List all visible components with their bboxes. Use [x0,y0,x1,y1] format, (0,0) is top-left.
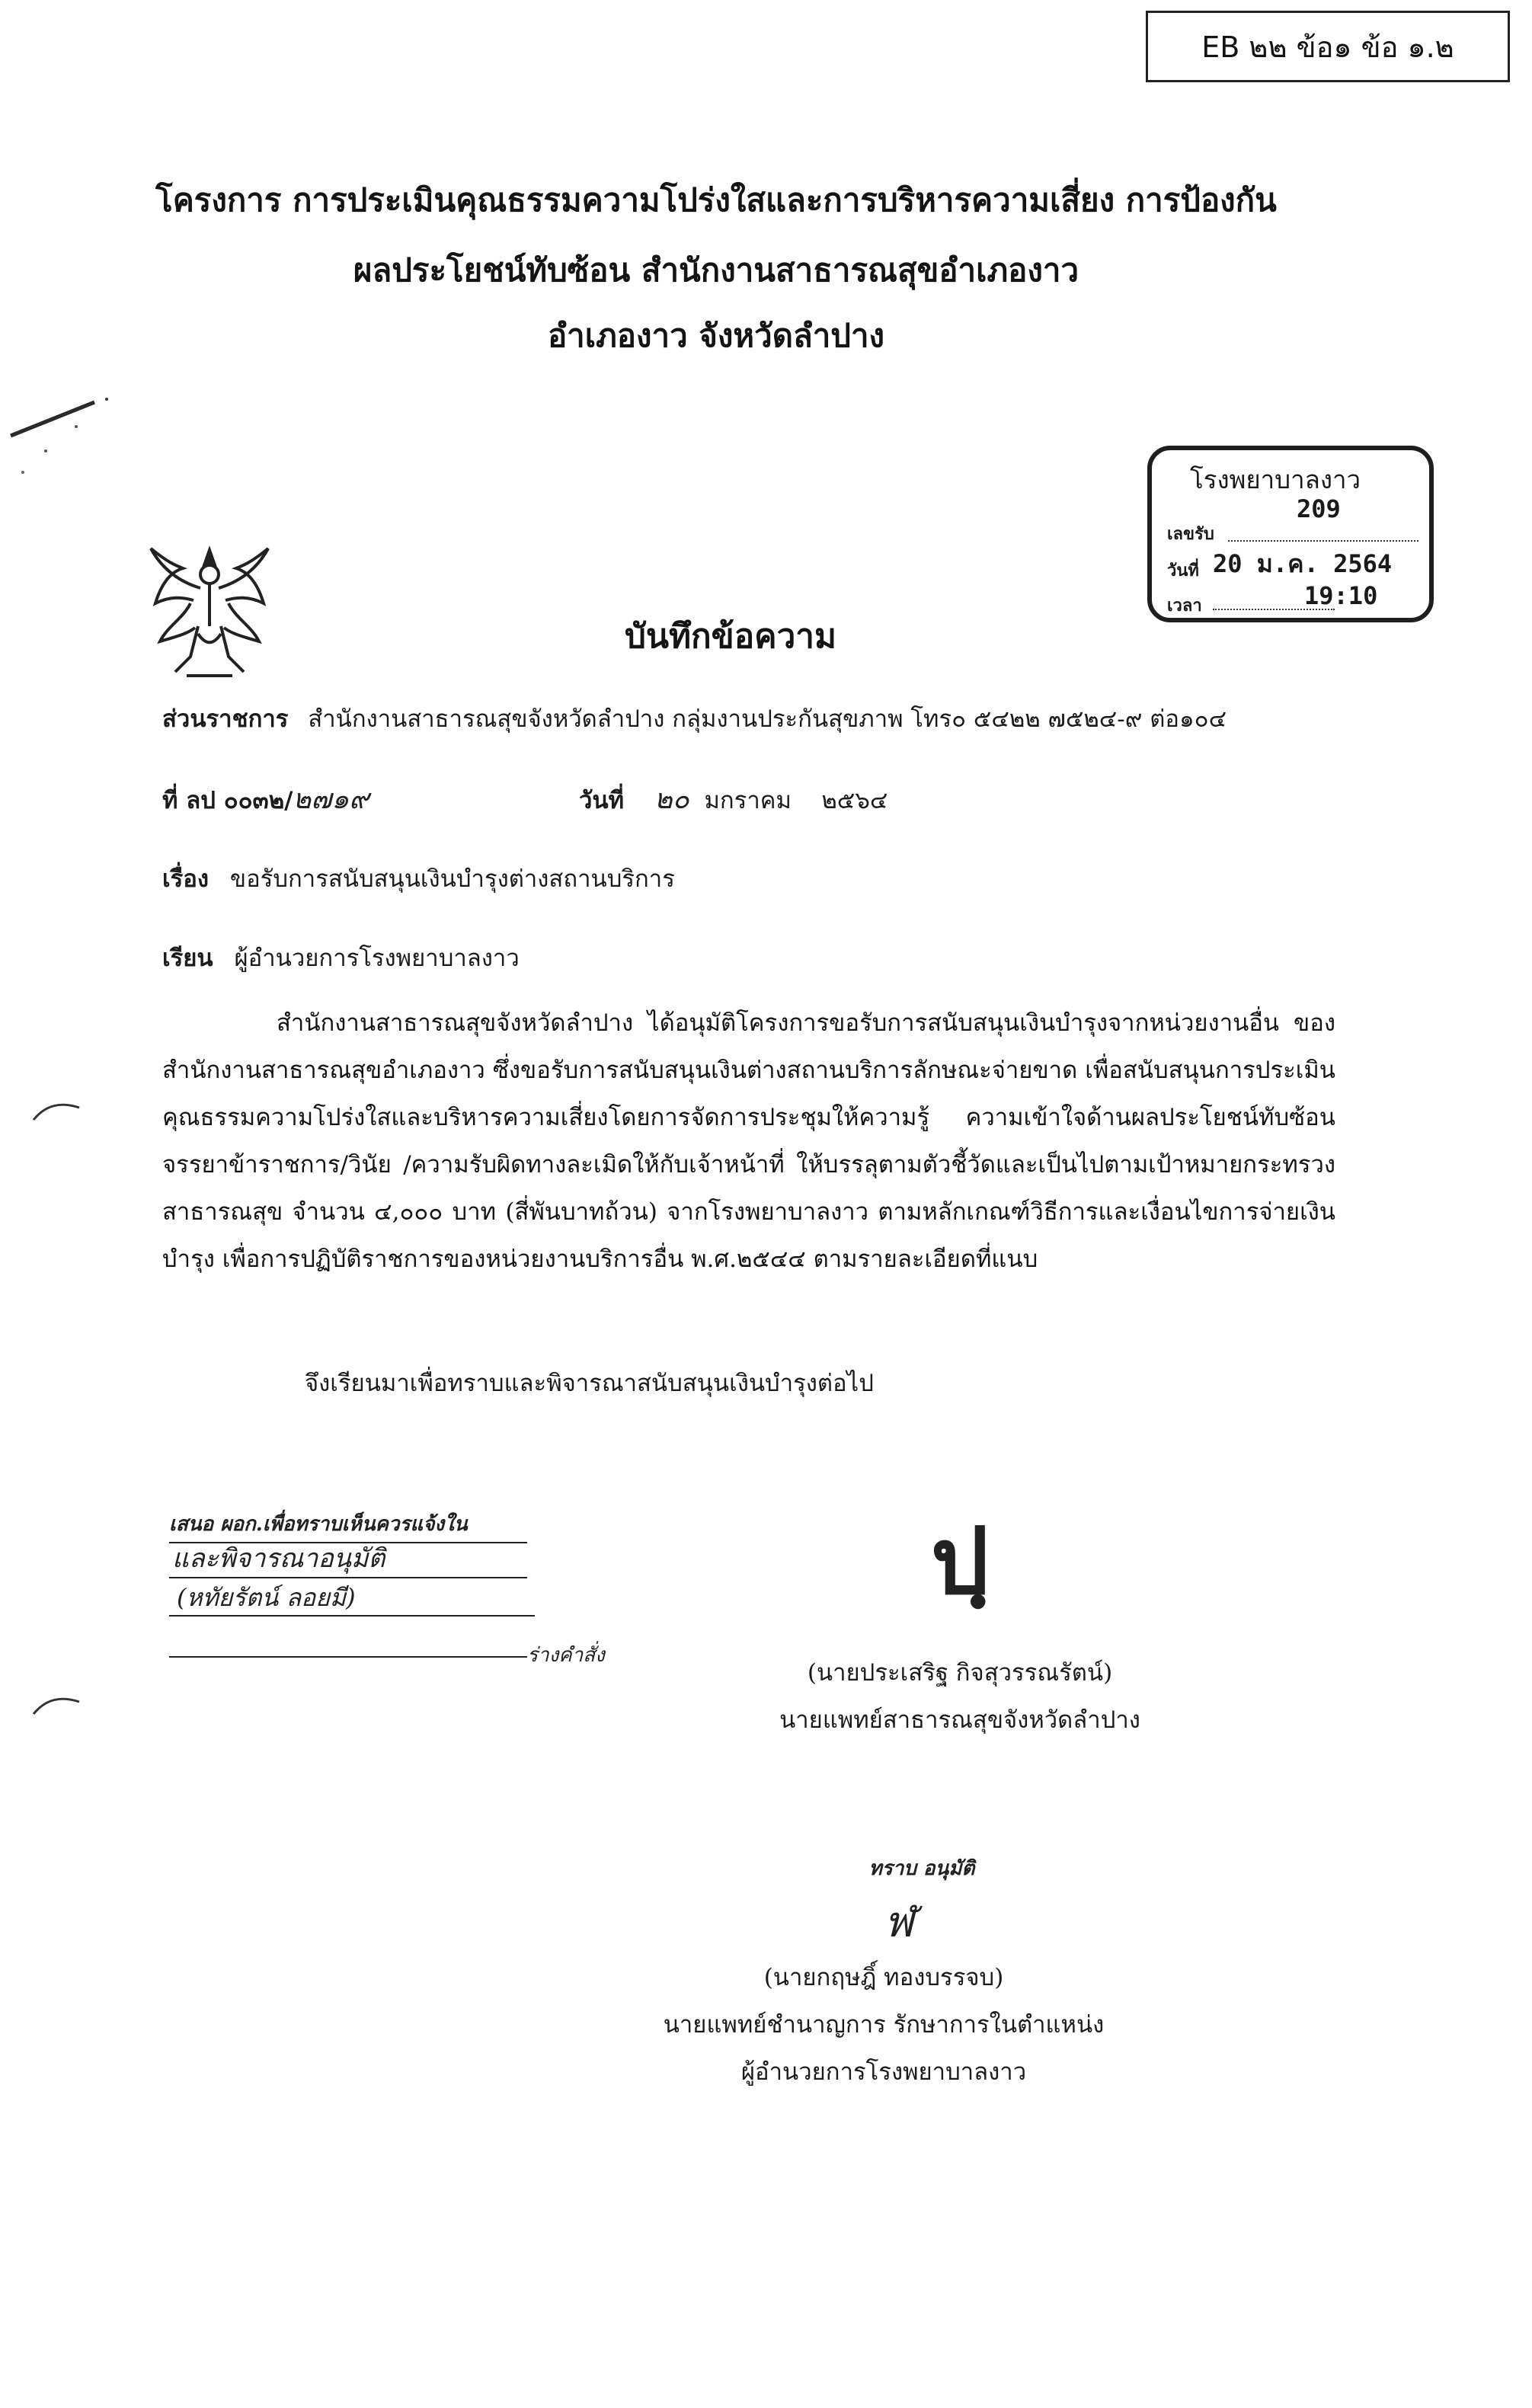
approval-note: ทราบ อนุมัติ [868,1857,975,1880]
memo-title: บันทึกข้อความ [625,617,837,656]
memo-closing: จึงเรียนมาเพื่อทราบและพิจารณาสนับสนุนเงินบำรุงต่อไป [305,1370,874,1397]
routing-underline [169,1656,527,1658]
signer-director-name: (นายกฤษฎิ์ ทองบรรจบ) [763,1964,1004,1991]
signer-provincial-name: (นายประเสริฐ กิจสุวรรณรัตน์) [807,1659,1113,1687]
memo-date [579,777,888,820]
stamp-hospital-name: โรงพยาบาลงาว [1190,465,1361,494]
subject-label: เรื่อง [162,865,209,893]
agency-label: ส่วนราชการ [162,705,289,733]
project-title-line3: อำเภองาว จังหวัดลำปาง [547,317,885,354]
routing-note-line1: เสนอ ผอก.เพื่อทราบเห็นควรแจ้งใน [169,1513,468,1536]
addressee-row [162,939,520,977]
stamp-date-value: 20 ม.ค. 2564 [1213,549,1393,578]
reference-label: ที่ ลป ๐๐๓๒/ [162,787,293,814]
signer-director-position1: นายแพทย์ชำนาญการ รักษาการในตำแหน่ง [663,2011,1105,2039]
stamp-time-value: 19:10 [1304,581,1378,610]
reference-handwritten-number: ๒๗๑๙ [293,784,369,815]
scan-marks [0,366,152,488]
stamp-date-label: วันที่ [1167,561,1199,580]
memo-body: สำนักงานสาธารณสุขจังหวัดลำปาง ได้อนุมัติโครงการขอรับการสนับสนุนเงินบำรุงจากหน่วยงานอื่น ของสำนักงานสาธารณสุขอำเภองาว ซึ่งขอรับการสนับสนุนเงินต่างสถานบริการลักษณะจ่ายขาด เพื่อสนับสนุนการประเมินคุณธรรมความโปร่งใสและบริหารความเสี่ยงโดยการจัดการประชุมให้ความรู้ ความเข้าใจด้านผลประโยชน์ทับซ้อน จรรยาข้าราชการ/วินัย /ความรับผิดทางละเมิดให้กับเจ้าหน้าที่ ให้บรรลุตามตัวชี้วัดและเป็นไปตามเป้าหมายกระทรวงสาธารณสุข จำนวน ๔,๐๐๐ บาท (สี่พันบาทถ้วน) จากโรงพยาบาลงาว ตามหลักเกณฑ์วิธีการและเงื่อนไขการจ่ายเงินบำรุง เพื่อการปฏิบัติราชการของหน่วยงานบริการอื่น พ.ศ.๒๕๔๔ ตามรายละเอียดที่แนบ [162,1009,1335,1273]
agency-row [162,699,1227,737]
project-title-line1: โครงการ การประเมินคุณธรรมความโปร่งใสและการบริหารความเสี่ยง การป้องกัน [155,181,1277,219]
memo-date-day: ๒๐ [654,784,689,815]
handwritten-routing-note [169,1508,605,1676]
subject-row [162,859,675,897]
subject-value: ขอรับการสนับสนุนเงินบำรุงต่างสถานบริการ [229,865,675,893]
margin-mark [30,1097,84,1127]
routing-underline [169,1615,535,1617]
stamp-time-label: เวลา [1167,596,1202,616]
memo-date-month-year: มกราคม ๒๕๖๔ [704,787,888,814]
stamp-receive-number: 209 [1297,494,1341,523]
stamp-dotted-line [1228,540,1418,542]
routing-note-line3: (หทัยรัตน์ ลอยมี) [177,1583,356,1612]
signer-provincial-position: นายแพทย์สาธารณสุขจังหวัดลำปาง [779,1706,1140,1734]
project-title-line2: ผลประโยชน์ทับซ้อน สำนักงานสาธารณสุขอำเภองาว [353,251,1079,289]
margin-mark [30,1691,84,1722]
garuda-emblem-icon [145,542,274,680]
memo-date-label: วันที่ [579,787,625,814]
signature-mark-director: ฬ [884,1898,914,1947]
received-stamp [1147,446,1434,622]
signer-director-position2: ผู้อำนวยการโรงพยาบาลงาว [740,2058,1027,2086]
signature-mark-provincial: ปฺ [930,1508,990,1615]
document-code-tag [1146,11,1510,82]
stamp-receive-label: เลขรับ [1167,525,1214,544]
reference-number [162,777,369,820]
addressee-value: ผู้อำนวยการโรงพยาบาลงาว [234,945,520,972]
document-code-text: EB ๒๒ ข้อ๑ ข้อ ๑.๒ [1201,30,1454,64]
addressee-label: เรียน [162,945,213,972]
routing-note-line2: และพิจารณาอนุมัติ [172,1543,385,1574]
routing-note-line4: ร่างคำสั่ง [527,1644,605,1667]
agency-value: สำนักงานสาธารณสุขจังหวัดลำปาง กลุ่มงานประกันสุขภาพ โทร๐ ๕๔๒๒ ๗๕๒๔-๙ ต่อ๑๐๔ [308,705,1227,733]
